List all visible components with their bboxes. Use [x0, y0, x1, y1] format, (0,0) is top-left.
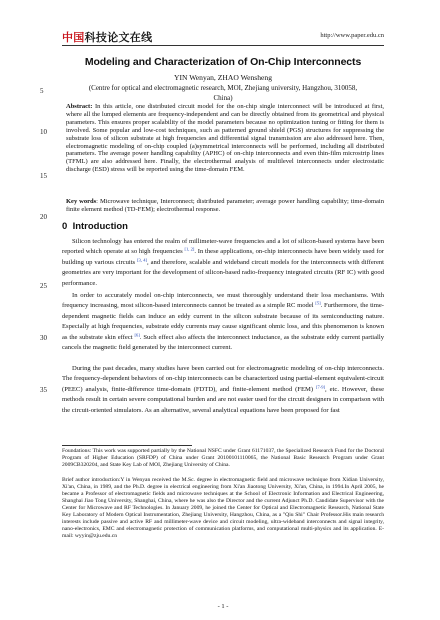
abstract-text: In this article, one distributed circuit model for the on-chip single interconnect will be introduced at first, where all the lumped elements are frequency-independent and can be directly obtained from its geometrical and physical parameters. This ensures proper scalability of the model parameters because no optimization tuning or fitting for them is involved. Some popular and low-cost techniques, such as patterned ground shield (PGS) structures for suppressing the substrate loss of silicon substrate at high frequencies and differential signal transmission are also addressed here. Then, electromagnetic modeling of on-chip coupled (a)symmetrical interconnects will be performed, including all distributed parameters. The average power handling capability (APHC) of on-chip interconnects and even thin-film microstrip lines (TFML) are also addressed here. Finally, the electrothermal analysis of multilevel interconnects under electrostatic discharge (ESD) stress will be reported using the time-domain FEM.	[66, 103, 385, 174]
intro-paragraph-1	[62, 237, 384, 289]
citation-6[interactable]: [6]	[134, 332, 140, 338]
p3-text-b: , etc. However, these methods result in certain severe computational burden and are not easier used for the circuit designers in comparison with the circuit-oriented simulators. As an alternative, several analytical equations have been proposed for fast	[62, 385, 384, 414]
p2-text-a: In order to accurately model on-chip interconnects, we must thoroughly understand their loss mechanisms. With frequency increasing, most silicon-based interconnects cannot be treated as a simple RC model	[62, 292, 384, 310]
line-number-5: 5	[40, 87, 44, 95]
logo-dark-text: 科技论文在线	[84, 31, 153, 44]
abstract	[66, 103, 384, 174]
p1-text-c: , and therefore, scalable and wideband circuit models for the interconnects with different geometries are very important for the development of silicon-based radio-frequency integrated circuits (RF IC) with good performance.	[62, 258, 385, 287]
citation-1-2[interactable]: [1, 2]	[184, 246, 195, 252]
line-number-10: 10	[40, 128, 47, 136]
page-number: - 1 -	[217, 603, 229, 610]
page-header	[62, 28, 384, 46]
paper-authors: YIN Wenyan, ZHAO Wensheng	[173, 73, 273, 82]
footnote-funding: Foundations: This work was supported partially by the National NSFC under Grant 61171037, the Specialized Research Fund for the Doctoral Program of Higher Education (SRFDP) of China under Grant 20100101110065, the National Basic Research Program under Grant 2009CB320204, and State Key Lab of MOI, Zhejiang University of China.	[62, 448, 384, 468]
paper-affiliation	[62, 84, 384, 103]
abstract-label: Abstract:	[66, 103, 93, 110]
intro-paragraph-2	[62, 291, 384, 353]
footnote-rule	[62, 445, 192, 446]
keywords	[66, 198, 384, 214]
logo-red-text: 中国	[62, 31, 85, 44]
line-number-30: 30	[40, 334, 47, 342]
affiliation-line-2: China)	[213, 93, 233, 102]
p2-text-c: . Such effect also affects the interconnect inductance, as the substrate eddy current partially cancels the magnetic field generated by the interconnect current.	[62, 333, 384, 352]
line-number-15: 15	[40, 172, 47, 180]
p3-text-a: During the past decades, many studies have been carried out for electromagnetic modeling of on-chip interconnects. The frequency-dependent behaviors of on-chip interconnects can be characterized using partial-element equivalent-circuit (PEEC) analysis, finite-difference time-domain (FDTD), and finite-element method (FEM)	[62, 365, 384, 393]
site-logo[interactable]	[62, 29, 152, 45]
affiliation-line-1: (Centre for optical and electromagnetic research, MOI, Zhejiang university, Hangzhou, 310058,	[88, 84, 358, 92]
citation-7-9[interactable]: [7-9]	[316, 384, 326, 390]
p1-text-a: Silicon technology has entered the realm of millimeter-wave frequencies and a lot of silicon-based systems have been reported which operate at so high frequencies	[62, 238, 384, 256]
citation-3-4[interactable]: [3, 4]	[137, 257, 148, 263]
section-title: Introduction	[72, 221, 128, 232]
p2-text-b: . Furthermore, the time-dependent magnetic fields can induce an eddy current in the silicon substrate because of its semiconducting nature. Especially at high frequencies, substrate eddy currents may cause significant ohmic loss, and this phenomenon is known as the substrate skin effect	[62, 302, 384, 341]
line-number-20: 20	[40, 213, 47, 221]
footnote-author-bio: Brief author introduction:Y in Wenyan received the M.Sc. degree in electromagnetic field and microwave technique from Xidian University, Xi'an, China, in 1989, and the Ph.D. degree in electrical engineering from Xi'an Jiaotong University, Xi'an, China, in 1994.In April 2005, he became a Professor of electromagnetic fields and microwave techniques at the School of Electronic Information and Electrical Engineering, Shanghai Jiao Tong University, Shanghai, China, where he was also the Director and the current Adjunct Ph.D. Candidate Supervisor with the Center for Microwave and RF Technologies. In January 2009, he joined the Center for Optical and Electromagnetic Research, National State Key Laboratory of Modern Optical Instrumentation, Zhejiang University, Hangzhou, China, as a "Qiu Shi" Chair Professor.His main research interests include passive and active RF and millimeter-wave device and circuit modeling, ultra-wideband interconnects and signal integrity, nano-electronics, EMC and electromagnetic protection of communication platforms, and computational multi-physics and its application. E-mail: wyyin@zju.edu.cn	[62, 477, 384, 539]
line-number-25: 25	[40, 282, 47, 290]
citation-5[interactable]: [5]	[315, 300, 321, 306]
header-rule	[62, 45, 384, 46]
section-heading-introduction	[62, 221, 128, 232]
p1-text-b: . In these applications, on-chip interconnects have been widely used for building up various circuits	[62, 248, 385, 266]
paper-title: Modeling and Characterization of On-Chip Interconnects	[84, 56, 362, 68]
keywords-label: Key words	[66, 198, 97, 205]
keywords-text: : Microwave technique, Interconnect; distributed parameter; average power handling capability; time-domain finite element method (TD-FEM); electrothermal response.	[66, 198, 384, 213]
section-number: 0	[62, 221, 68, 232]
line-number-35: 35	[40, 386, 47, 394]
site-url[interactable]: http://www.paper.edu.cn	[320, 32, 384, 39]
intro-paragraph-3	[62, 364, 384, 416]
